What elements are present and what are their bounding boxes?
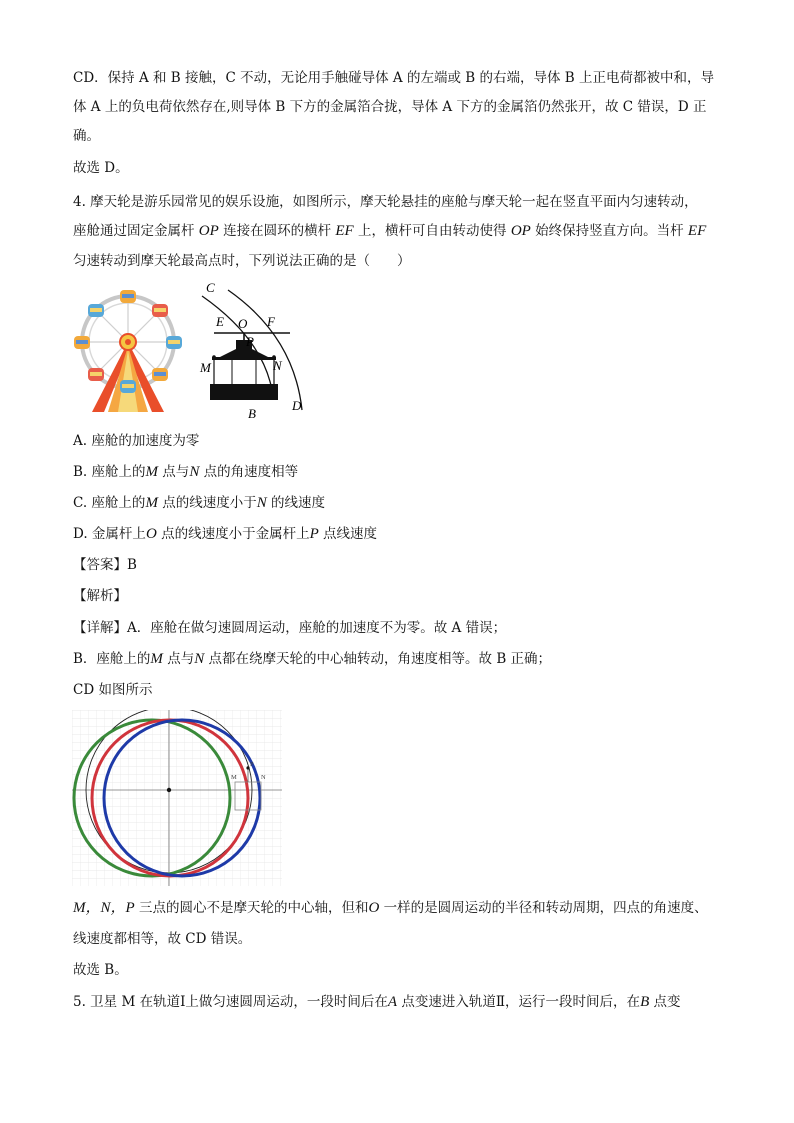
answer-line: 【答案】B — [73, 557, 137, 573]
detail-line: B．座舱上的M 点与N 点都在绕摩天轮的中心轴转动，角速度相等。故 B 正确； — [73, 651, 552, 667]
option-d: D. 金属杆上O 点的线速度小于金属杆上P 点线速度 — [73, 526, 378, 542]
option-a: A. 座舱的加速度为零 — [73, 433, 200, 449]
circles-diagram — [72, 710, 282, 886]
text-line: CD．保持 A 和 B 接触，C 不动，无论用手触碰导体 A 的左端或 B 的右端，导体 B 上正电荷都被中和，导 — [73, 70, 714, 86]
diagram-label-n: N — [261, 774, 266, 781]
label-p: P — [246, 334, 254, 349]
detail-line: CD 如图所示 — [73, 682, 153, 698]
label-c: C — [206, 280, 215, 295]
explanation-line: M，N，P 三点的圆心不是摩天轮的中心轴，但和O 一样的是圆周运动的半径和转动周期，四点的角速度、 — [73, 900, 708, 916]
label-b: B — [248, 406, 256, 421]
diagram-label-m: M — [231, 774, 237, 781]
conclusion-line: 故选 D。 — [73, 160, 129, 176]
label-e: E — [216, 314, 224, 329]
text-line: 体 A 上的负电荷依然存在,则导体 B 下方的金属箔合拢，导体 A 下方的金属箔仍然张开，故 C 错误，D 正 — [73, 99, 707, 115]
label-n: N — [273, 358, 282, 373]
question-4-line: 4. 摩天轮是游乐园常见的娱乐设施，如图所示，摩天轮悬挂的座舱与摩天轮一起在竖直平面内匀速转动， — [73, 194, 698, 210]
option-c: C. 座舱上的M 点的线速度小于N 的线速度 — [73, 495, 326, 511]
cabin-schematic — [190, 278, 320, 424]
detail-line: 【详解】A．座舱在做匀速圆周运动，座舱的加速度不为零。故 A 错误； — [73, 620, 507, 636]
text-line: 确。 — [73, 128, 100, 144]
conclusion-line: 故选 B。 — [73, 962, 128, 978]
question-5-line: 5. 卫星 M 在轨道Ⅰ上做匀速圆周运动，一段时间后在A 点变速进入轨道Ⅱ，运行一段时间后，在B 点变 — [73, 994, 681, 1010]
ferris-wheel-illustration — [70, 284, 190, 416]
label-o: O — [238, 316, 248, 331]
question-4-line: 匀速转动到摩天轮最高点时，下列说法正确的是（ ） — [73, 253, 411, 269]
label-d: D — [292, 398, 302, 413]
label-f: F — [267, 314, 275, 329]
option-b: B. 座舱上的M 点与N 点的角速度相等 — [73, 464, 299, 480]
analysis-heading: 【解析】 — [73, 588, 127, 604]
explanation-line: 线速度都相等，故 CD 错误。 — [73, 931, 252, 947]
question-4-line: 座舱通过固定金属杆 OP 连接在圆环的横杆 EF 上，横杆可自由转动使得 OP 始终保持竖直方向。当杆 EF — [73, 223, 707, 239]
label-m: M — [200, 360, 211, 375]
diagram-label-p: P — [250, 761, 254, 768]
